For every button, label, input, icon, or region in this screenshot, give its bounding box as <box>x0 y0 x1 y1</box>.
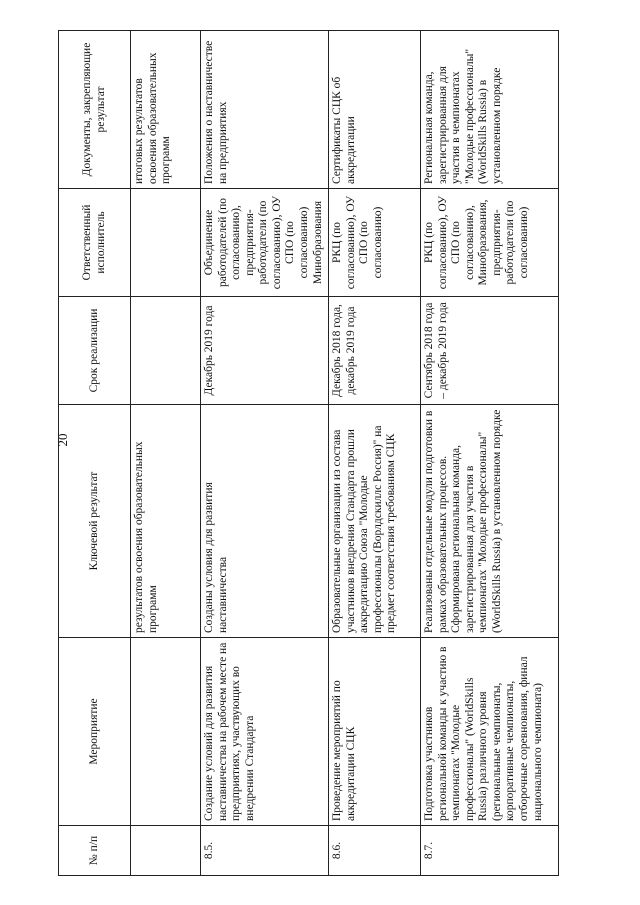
rotated-page <box>58 31 558 876</box>
row-responsible <box>131 189 201 297</box>
table-row <box>329 31 421 876</box>
row-num: 8.7. <box>421 826 559 876</box>
header-num: № п/п <box>59 826 131 876</box>
row-responsible: РКЦ (по согласованию), ОУ СПО (по согласованию), Минобразования, предприятия-работодатели (по согласованию) <box>421 189 559 297</box>
row-responsible: РКЦ (по согласованию), ОУ СПО (по согласованию) <box>329 189 421 297</box>
activities-table <box>58 30 559 876</box>
table-header-row <box>59 31 131 876</box>
header-responsible: Ответственный исполнитель <box>59 189 131 297</box>
row-activity <box>131 638 201 826</box>
row-documents: итоговых результатов освоения образовательных программ <box>131 31 201 189</box>
header-activity: Мероприятие <box>59 638 131 826</box>
row-term: Декабрь 2018 года, декабрь 2019 года <box>329 297 421 405</box>
row-num <box>131 826 201 876</box>
table-row <box>201 31 329 876</box>
row-term <box>131 297 201 405</box>
row-num: 8.5. <box>201 826 329 876</box>
row-num: 8.6. <box>329 826 421 876</box>
table-row <box>131 31 201 876</box>
row-responsible: Объединение работодателей (по согласованию), предприятия-работодатели (по согласованию), ОУ СПО (по согласованию) Минобразования <box>201 189 329 297</box>
page-number: 20 <box>55 433 70 447</box>
row-documents: Региональная команда, зарегистрированная для участия в чемпионатах "Молодые профессионалы" (WorldSkills Russia) в установленном порядке <box>421 31 559 189</box>
header-documents: Документы, закрепляющие результат <box>59 31 131 189</box>
row-documents: Сертификаты СЦК об аккредитации <box>329 31 421 189</box>
row-result: результатов освоения образовательных программ <box>131 405 201 638</box>
row-activity: Подготовка участников региональной команды к участию в чемпионатах "Молодые профессионалы" (WorldSkills Russia) различного уровня (региональные чемпионаты, корпоративные чемпионаты, отборочные соревнования, финал национального чемпионата) <box>421 638 559 826</box>
row-term: Сентябрь 2018 года – декабрь 2019 года <box>421 297 559 405</box>
header-result: Ключевой результат <box>59 405 131 638</box>
row-result: Реализованы отдельные модули подготовки в рамках образовательных процессов. Сформирована региональная команда, зарегистрированная для участия в чемпионатах "Молодые профессионалы" (WorldSkills Russia) в установленном порядке <box>421 405 559 638</box>
row-activity: Создание условий для развития наставничества на рабочем месте на предприятиях, участвующих во внедрении Стандарта <box>201 638 329 826</box>
row-term: Декабрь 2019 года <box>201 297 329 405</box>
row-documents: Положения о наставничестве на предприятиях <box>201 31 329 189</box>
table-row <box>421 31 559 876</box>
row-activity: Проведение мероприятий по аккредитации СЦК <box>329 638 421 826</box>
header-term: Срок реализации <box>59 297 131 405</box>
row-result: Созданы условия для развития наставничества <box>201 405 329 638</box>
row-result: Образовательные организации из состава участников внедрения Стандарта прошли аккредитацию Союза "Молодые профессионалы (Ворлдскиллс Россия)" на предмет соответствия требованиям СЦК <box>329 405 421 638</box>
